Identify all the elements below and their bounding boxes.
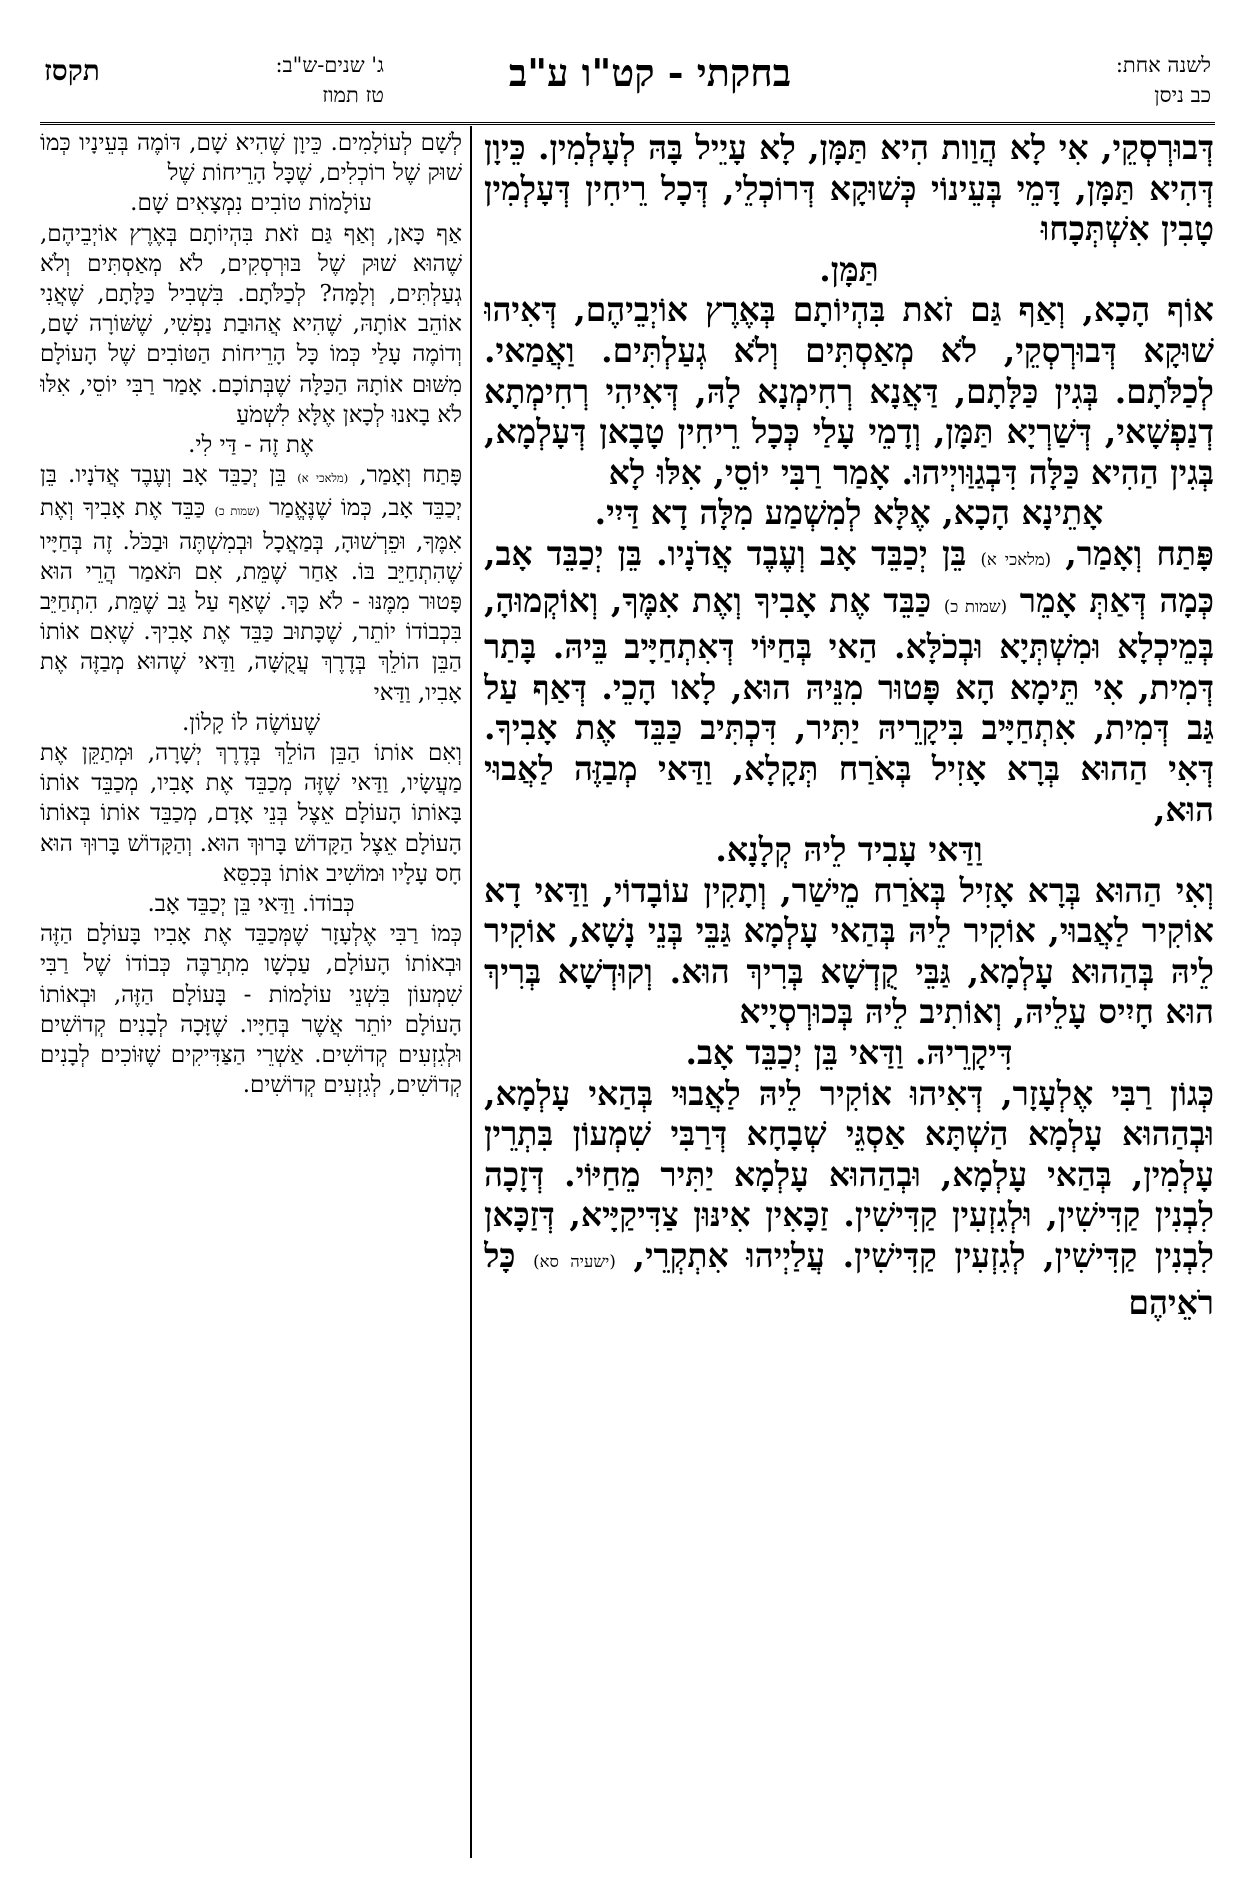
aramaic-text-column bbox=[484, 128, 1214, 1868]
text-paragraph: וְאִם אוֹתוֹ הַבֵּן הוֹלֵךְ בְּדֶרֶךְ יְשָׁרָה, וּמְתַקֵּן אֶת מַעֲשָׂיו, וַדַּאי שֶׁזֶּה מְכַבֵּד אֶת אָבִיו, מְכַבֵּד אוֹתוֹ בָּאוֹתוֹ הָעוֹלָם אֵצֶל בְּנֵי אָדָם, מְכַבֵּד אוֹתוֹ בְּאוֹתוֹ הָעוֹלָם אֵצֶל הַקָּדוֹשׁ בָּרוּךְ הוּא. וְהַקָּדוֹשׁ בָּרוּךְ הוּא חָס עָלָיו וּמוֹשִׁיב אוֹתוֹ בְּכִסֵּא bbox=[40, 740, 462, 887]
study-schedule-one-year bbox=[1011, 50, 1211, 110]
source-reference: (מלאכי א) bbox=[297, 471, 349, 486]
source-reference: (שמות כ) bbox=[943, 596, 1008, 616]
source-reference: (מלאכי א) bbox=[980, 549, 1052, 569]
text-paragraph: פָּתַח וְאָמַר, (מלאכי א) בֵּן יְכַבֵּד אָב וְעֶבֶד אֲדֹנָיו. בֵּן יְכַבֵּד אָב, כְּמָה דְּאַתְּ אָמֵר (שמות כ) כַּבֵּד אֶת אָבִיךָ וְאֶת אִמֶּךָ, וְאוֹקְמוּהָ, בְּמֵיכְלָא וּמִשְׁתְּיָא וּבְכֹלָּא. הַאי בְּחַיּוֹי דְּאִתְחַיָּיב בֵּיהּ. בָּתַר דְּמִית, אִי תֵּימָא הָא פָּטוּר מִנֵּיהּ הוּא, לָאו הָכֵי. דְּאַף עַל גַּב דְּמִית, אִתְחַיָּיב בִּיקָרֵיהּ יַתִּיר, דִּכְתִּיב כַּבֵּד אֶת אָבִיךָ. דְּאִי הַהוּא בְּרָא אָזִיל בְּאֹרַח תְּקָלָא, וַדַּאי מְבַזֶּה לַאֲבוּי הוּא, bbox=[484, 533, 1214, 829]
text-paragraph: שֶׁעוֹשֶׂה לוֹ קָלוֹן. bbox=[181, 709, 321, 736]
study-schedule-three-years bbox=[144, 50, 384, 110]
text-paragraph: וְאִי הַהוּא בְּרָא אָזִיל בְּאֹרַח מֵישַׁר, וְתָקִין עוֹבָדוֹי, וַדַּאי דָא אוֹקִיר לַאֲבוּי, אוֹקִיר לֵיהּ בְּהַאי עָלְמָא גַּבֵּי בְּנֵי נָשָׁא, אוֹקִיר לֵיהּ בְּהַהוּא עָלְמָא, גַּבֵּי קֻדְשָׁא בְּרִיךְ הוּא. וְקוּדְשָׁא בְּרִיךְ הוּא חָיִיס עָלֵיהּ, וְאוֹתִיב לֵיהּ בְּכוּרְסְיָיא bbox=[484, 870, 1214, 1032]
folio-number: תקסז bbox=[44, 54, 100, 87]
text-paragraph: תַּמָּן. bbox=[819, 249, 879, 289]
source-reference: (ישעיה סא) bbox=[533, 1252, 616, 1272]
text-paragraph: לְשָׁם לְעוֹלָמִים. כֵּיוָן שֶׁהִיא שָׁם, דּוֹמֶה בְּעֵינָיו כְּמוֹ שׁוּק שֶׁל רוֹכְלִים, שֶׁכָּל הָרֵיחוֹת שֶׁל bbox=[40, 130, 462, 187]
text-paragraph: דְּבוּרְסְקֵי, אִי לָא הֲוַות הִיא תַּמָּן, לָא עָיֵיל בָּהּ לְעָלְמִין. כֵּיוָן דְּהִיא תַּמָּן, דָּמֵי בְּעֵינוֹי כְּשׁוּקָא דְּרוֹכְלֵי, דְּכָל רֵיחִין דְּעָלְמִין טָבִין אִשְׁתְּכָחוּ bbox=[484, 128, 1214, 249]
text-paragraph: וַדַּאי עָבִיד לֵיהּ קְלָנָא. bbox=[715, 830, 983, 870]
text-paragraph: עוֹלָמוֹת טוֹבִים נִמְצָאִים שָׁם. bbox=[130, 190, 372, 217]
schedule-label: ג' שנים-ש"ב: bbox=[275, 53, 384, 77]
column-divider bbox=[470, 126, 472, 1858]
page-header bbox=[40, 48, 1215, 126]
page-title: בחקתי - קט"ו ע"ב bbox=[508, 50, 792, 95]
text-paragraph: כְּגוֹן רַבִּי אֶלְעָזָר, דְּאִיהוּ אוֹקִיר לֵיהּ לַאֲבוּי בְּהַאי עָלְמָא, וּבְהַהוּא עָלְמָא הַשְׁתָּא אַסְגֵּי שְׁבָחָא דְּרַבִּי שִׁמְעוֹן בִּתְרֵין עָלְמִין, בְּהַאי עָלְמָא, וּבְהַהוּא עָלְמָא יַתִּיר מֵחַיּוֹי. דְּזָכָה לִבְנִין קַדִּישִׁין, וּלְגִזְעִין קַדִּישִׁין. זַכָּאִין אִינּוּן צַדִּיקַיָּיא, דְּזַכָּאן לִבְנִין קַדִּישִׁין, לְגִזְעִין קַדִּישִׁין. עֲלַיְיהוּ אִתְקְרֵי, (ישעיה סא) כָּל רֹאֵיהֶם bbox=[484, 1073, 1214, 1322]
schedule-label: לשנה אחת: bbox=[1115, 53, 1211, 77]
text-paragraph: אָתֵינָא הָכָא, אֶלָּא לְמִשְׁמַע מִלָּה דָא דַּיִי. bbox=[594, 493, 1104, 533]
text-paragraph: פָּתַח וְאָמַר, (מלאכי א) בֵּן יְכַבֵּד אָב וְעֶבֶד אֲדֹנָיו. בֵּן יְכַבֵּד אָב, כְּמוֹ שֶׁנֶּאֱמַר (שמות כ) כַּבֵּד אֶת אָבִיךָ וְאֶת אִמֶּךָ, וּפֵרְשׁוּהָ, בְּמַאֲכָל וּבְמִשְׁתֶּה וּבַכֹּל. זֶה בְּחַיָּיו שֶׁהִתְחַיֵּב בּוֹ. אַחַר שֶׁמֵּת, אִם תֹּאמַר הֲרֵי הוּא פָּטוּר מִמֶּנּוּ - לֹא כָּךְ. שֶׁאַף עַל גַּב שֶׁמֵּת, הִתְחַיֵּב בִּכְבוֹדוֹ יוֹתֵר, שֶׁכָּתוּב כַּבֵּד אֶת אָבִיךָ. שֶׁאִם אוֹתוֹ הַבֵּן הוֹלֵךְ בְּדֶרֶךְ עֲקֻשָּׁה, וַדַּאי שֶׁהוּא מְבַזֶּה אֶת אָבִיו, וַדַּאי bbox=[40, 462, 462, 706]
text-paragraph: דִּיקָרֵיהּ. וַדַּאי בֵּן יְכַבֵּד אָב. bbox=[685, 1033, 1013, 1073]
source-reference: (שמות כ) bbox=[214, 504, 260, 519]
text-paragraph: אֶת זֶה - דַּי לִי. bbox=[188, 432, 314, 459]
header-divider bbox=[40, 122, 1215, 125]
text-paragraph: כְּבוֹדוֹ. וַדַּאי בֵּן יְכַבֵּד אָב. bbox=[147, 891, 355, 918]
text-paragraph: כְּמוֹ רַבִּי אֶלְעָזָר שֶׁמְּכַבֵּד אֶת אָבִיו בָּעוֹלָם הַזֶּה וּבְאוֹתוֹ הָעוֹלָם, עַכְשָׁו מִתְרַבֶּה כְּבוֹדוֹ שֶׁל רַבִּי שִׁמְעוֹן בִּשְׁנֵי עוֹלָמוֹת - בָּעוֹלָם הַזֶּה, וּבְאוֹתוֹ הָעוֹלָם יוֹתֵר אֲשֶׁר בְּחַיָּיו. שֶׁזָּכָה לְבָנִים קְדוֹשִׁים וּלְגִזְעִים קְדוֹשִׁים. אַשְׁרֵי הַצַּדִּיקִים שֶׁזּוֹכִים לְבָנִים קְדוֹשִׁים, לְגִזְעִים קְדוֹשִׁים. bbox=[40, 921, 462, 1099]
text-paragraph: אַף כָּאן, וְאַף גַּם זֹאת בִּהְיוֹתָם בְּאֶרֶץ אוֹיְבֵיהֶם, שֶׁהוּא שׁוּק שֶׁל בּוּרְסְקִים, לֹא מְאַסְתִּים וְלֹא גְעַלְתִּים, וְלָמָּה? לְכַלֹּתָם. בִּשְׁבִיל כַּלָּתָם, שֶׁאֲנִי אוֹהֵב אוֹתָהּ, שֶׁהִיא אֲהוּבַת נַפְשִׁי, שֶׁשּׁוֹרָה שָׁם, וְדוֹמֶה עָלַי כְּמוֹ כָּל הָרֵיחוֹת הַטּוֹבִים שֶׁל הָעוֹלָם מִשּׁוּם אוֹתָהּ הַכַּלָּה שֶׁבְּתוֹכָם. אָמַר רַבִּי יוֹסֵי, אִלּוּ לֹא בָאנוּ לְכָאן אֶלָּא לִשְׁמֹעַ bbox=[40, 220, 462, 428]
text-paragraph: אוֹף הָכָא, וְאַף גַּם זֹאת בִּהְיוֹתָם בְּאֶרֶץ אוֹיְבֵיהֶם, דְּאִיהוּ שׁוּקָא דְּבוּרְסְקֵי, לֹא מְאַסְתִּים וְלֹא גְעַלְתִּים. וַאֲמַאי. לְכַלֹּתָם. בְּגִין כַּלָּתָם, דַּאֲנָא רְחִימְנָא לָהּ, דְּאִיהִי רְחִימְתָא דְנַפְשָׁאי, דְּשַׁרְיָא תַּמָּן, וְדָמֵי עָלַי כְּכָל רֵיחִין טָבָאן דְּעָלְמָא, בְּגִין הַהִיא כַּלָּה דִּבְגַוַּויְיהוּ. אָמַר רַבִּי יוֹסֵי, אִלּוּ לָא bbox=[484, 290, 1214, 492]
schedule-date: טז תמוז bbox=[322, 83, 384, 107]
hebrew-translation-column bbox=[40, 128, 462, 1868]
schedule-date: כב ניסן bbox=[1154, 83, 1211, 107]
